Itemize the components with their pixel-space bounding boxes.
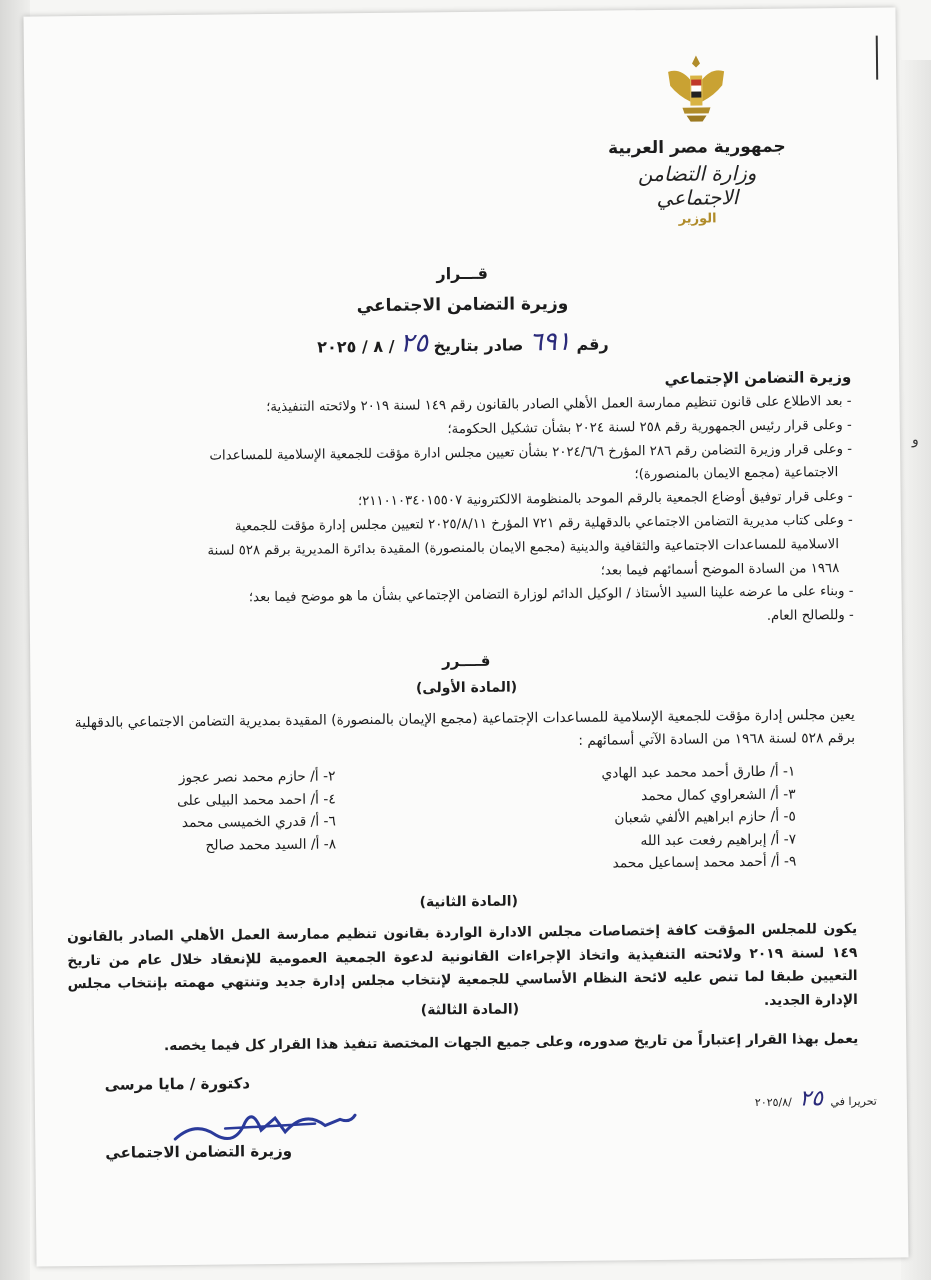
member-item: ٨- أ/ السيد محمد صالح <box>205 835 337 854</box>
article-3-heading: (المادة الثالثة) <box>420 1001 520 1019</box>
ministry-name: وزارة التضامن الاجتماعي <box>637 160 757 210</box>
preamble-line: الاجتماعية (مجمع الايمان بالمنصورة)؛ <box>634 465 839 483</box>
preamble <box>61 390 853 636</box>
preamble-line: ١٩٦٨ من السادة الموضح أسمائهم فيما بعد؛ <box>600 560 840 579</box>
decree-date-day: ٢٥ <box>399 328 429 359</box>
issued-date-rest: /٢٠٢٥/٨ <box>754 1095 792 1109</box>
signature-block <box>105 1073 366 1162</box>
issued-date-label: تحريرا في <box>830 1094 877 1109</box>
preamble-heading: وزيرة التضامن الإجتماعي <box>664 367 852 388</box>
minister-label: الوزير <box>678 211 717 227</box>
member-item: ٦- أ/ قدري الخميسى محمد <box>181 813 337 831</box>
decree-number-line <box>27 323 899 362</box>
issued-date <box>755 1086 877 1112</box>
preamble-line: الاسلامية للمساعدات الاجتماعية والثقافية والدينية (مجمع الايمان بالمنصورة) المقيدة بدائرة المديرية برقم ٥٢٨ لسنة <box>207 536 840 559</box>
pen-mark <box>876 36 878 80</box>
member-item: ٧- أ/ إبراهيم رفعت عبد الله <box>640 831 797 849</box>
article-2-text: يكون للمجلس المؤقت كافة إختصاصات مجلس الادارة الواردة بقانون تنظيم ممارسة العمل الأهلي الصادر بالقانون ١٤٩ لسنة ٢٠١٩ ولائحته التنفيذية واتخاذ الإجراءات القانونية لدعوة الجمعية العمومية للإنعقاد خلال عام من تاريخ التعيين طبقا لما تنص عليه لائحة النظام الأساسي للجمعية لإنتخاب مجلس إدارة جديد وتنتهي مهمته بإنتخاب مجلس الإدارة الجديد. <box>67 920 858 1009</box>
decree-date-rest: / ٨ / ٢٠٢٥ <box>317 336 395 357</box>
preamble-line: - وعلى قرار توفيق أوضاع الجمعية بالرقم الموحد بالمنظومة الالكترونية ٢١١٠١٠٣٤٠١٥٥٠٧؛ <box>357 489 853 510</box>
member-item: ٢- أ/ حازم محمد نصر عجوز <box>178 768 336 787</box>
decides-heading: قــــرر <box>442 651 491 671</box>
preamble-line: - وعلى كتاب مديرية التضامن الاجتماعي بالدقهلية رقم ٧٢١ المؤرخ ٢٠٢٥/٨/١١ لتعيين مجلس إدارة مؤقت للجمعية <box>234 512 853 535</box>
article-2-heading: (المادة الثانية) <box>419 893 519 911</box>
decree-sheet <box>23 7 908 1266</box>
member-item: ٤- أ/ احمد محمد البيلى على <box>176 790 336 809</box>
signatory-name: دكتورة / مايا مرسى <box>104 1074 251 1094</box>
country-name: جمهورية مصر العربية <box>607 136 786 159</box>
preamble-line: - بعد الاطلاع على قانون تنظيم ممارسة العمل الأهلي الصادر بالقانون رقم ١٤٩ لسنة ٢٠١٩ ولائحته التنفيذية؛ <box>266 393 852 416</box>
stray-mark: و <box>912 432 919 448</box>
decree-number: ٦٩١ <box>528 326 571 358</box>
article-1-text: يعين مجلس إدارة مؤقت للجمعية الإسلامية للمساعدات الإجتماعية (مجمع الإيمان بالمنصورة) المقيدة بمديرية التضامن الاجتماعي بالدقهلية برقم ٥٢٨ لسنة ١٩٦٨ من السادة الآتي أسمائهم : <box>74 706 856 749</box>
letterhead <box>596 49 798 228</box>
issued-label: صادر بتاريخ <box>433 335 524 356</box>
decree-title: قـــرار <box>436 263 489 284</box>
article-1-heading: (المادة الأولى) <box>415 679 518 697</box>
member-column-odd <box>465 761 796 877</box>
number-prefix: رقم <box>576 334 609 354</box>
preamble-line: - وعلى قرار وزيرة التضامن رقم ٢٨٦ المؤرخ ٢٠٢٤/٦/٦ بشأن تعيين مجلس ادارة مؤقت للجمعية الإسلامية للمساعدات <box>209 441 853 464</box>
member-item: ٩- أ/ أحمد محمد إسماعيل محمد <box>612 853 797 872</box>
preamble-line: - وعلى قرار رئيس الجمهورية رقم ٢٥٨ لسنة ٢٠٢٤ بشأن تشكيل الحكومة؛ <box>447 417 852 437</box>
preamble-line: - وللصالح العام. <box>766 608 854 625</box>
member-item: ٣- أ/ الشعراوي كمال محمد <box>640 786 796 804</box>
eagle-emblem-icon <box>664 49 729 130</box>
member-list <box>65 760 855 872</box>
preamble-line: - وبناء على ما عرضه علينا السيد الأستاذ / الوكيل الدائم لوزارة التضامن الإجتماعي بشأن ما هو موضح فيما بعد؛ <box>248 584 854 606</box>
issued-date-day: ٢٥ <box>799 1086 824 1112</box>
member-column-even <box>85 765 336 858</box>
signatory-title: وزيرة التضامن الاجتماعي <box>105 1141 293 1162</box>
article-3-text: يعمل بهذا القرار إعتباراً من تاريخ صدوره، وعلى جميع الجهات المختصة تنفيذ هذا القرار كل فيما يخصه. <box>163 1030 859 1055</box>
decree-org: وزيرة التضامن الاجتماعي <box>356 293 569 317</box>
member-item: ١- أ/ طارق أحمد محمد عبد الهادي <box>601 763 796 782</box>
member-item: ٥- أ/ حازم ابراهيم الألفي شعبان <box>614 808 796 827</box>
